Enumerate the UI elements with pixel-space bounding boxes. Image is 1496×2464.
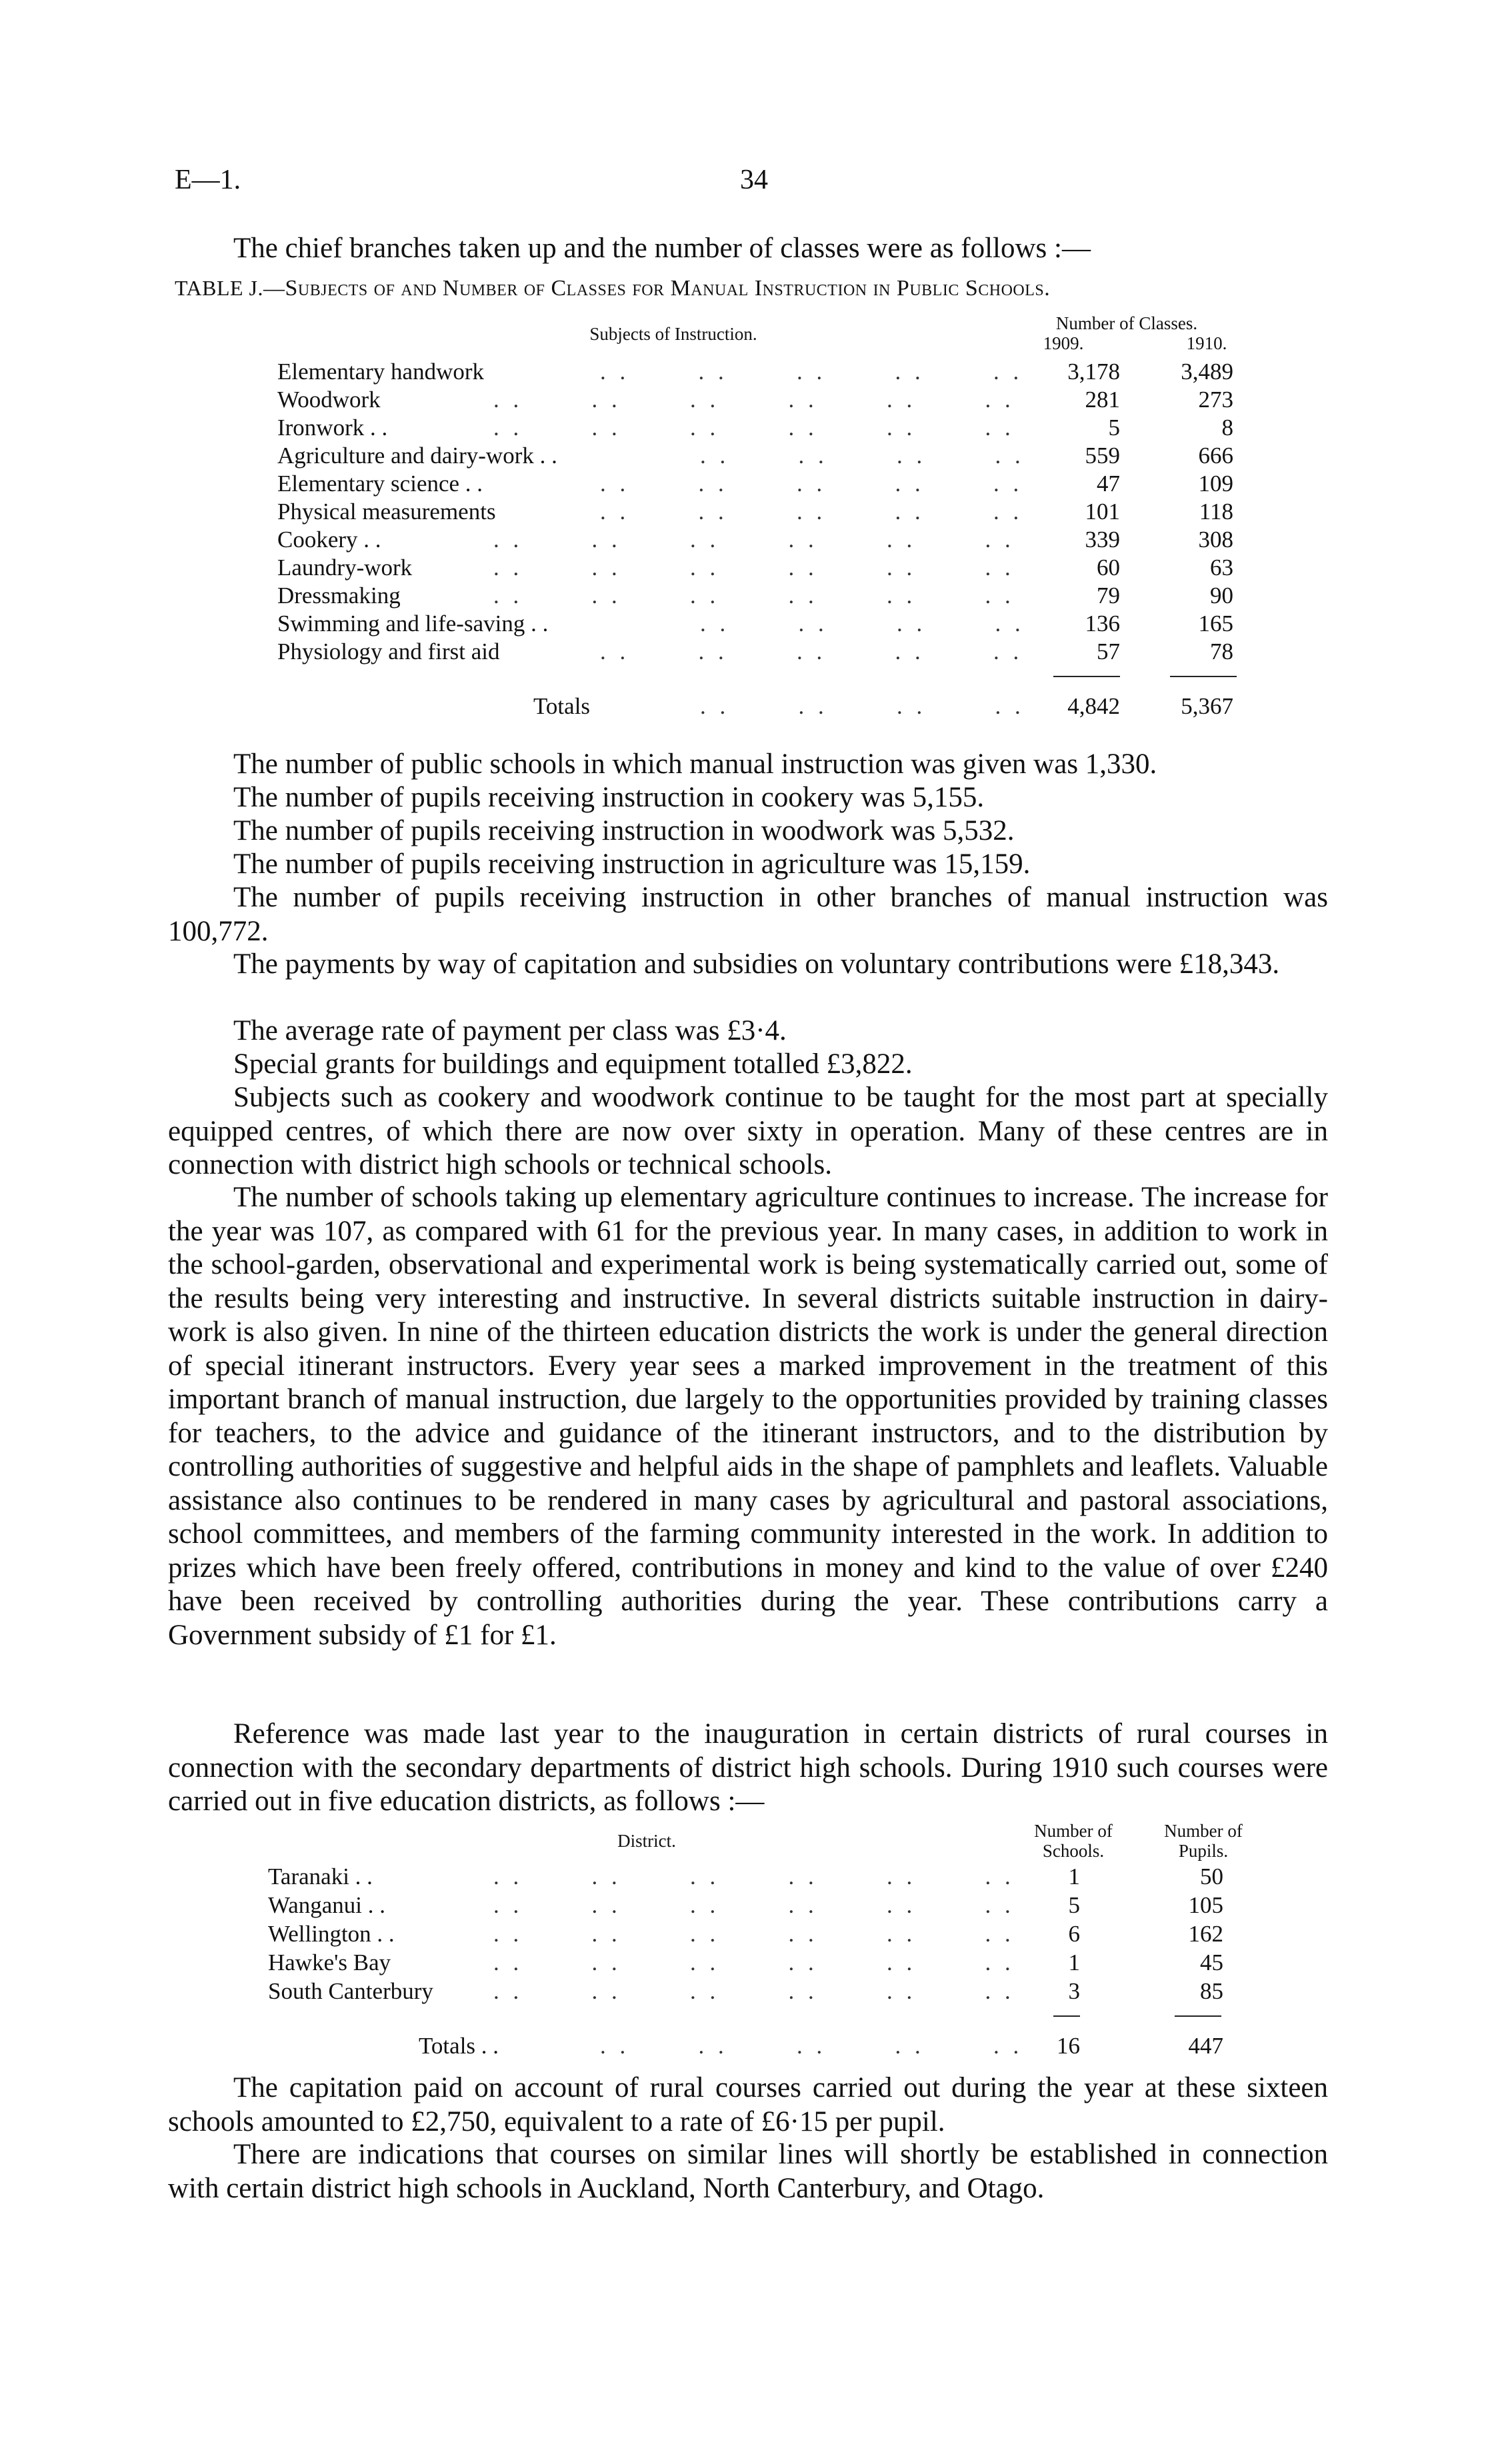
total-rule — [1053, 676, 1120, 677]
table-j-col-1909: 1909. — [1043, 333, 1084, 353]
paragraph: The number of pupils receiving instruction in other branches of manual instruction was 100,772. — [168, 882, 1328, 947]
paragraph: The capitation paid on account of rural courses carried out during the year at these sixteen schools amounted to £2,750, equivalent to a rate of £6·15 per pupil. — [168, 2072, 1328, 2137]
paragraph: There are indications that courses on similar lines will shortly be established in connection with certain district high schools in Auckland, North Canterbury, and Otago. — [168, 2139, 1328, 2204]
report-code: E—1. — [175, 165, 241, 195]
table-j-label: TABLE J.— — [175, 276, 285, 300]
table-j-col-1910: 1910. — [1186, 333, 1227, 353]
table-j-col-group: Number of Classes. — [1055, 313, 1198, 333]
districts-col-district: District. — [617, 1831, 676, 1851]
paragraph: The number of pupils receiving instruction in woodwork was 5,532. — [233, 815, 1015, 846]
paragraph: The number of pupils receiving instruction in agriculture was 15,159. — [233, 848, 1031, 880]
paragraph: The average rate of payment per class was £3·4. — [233, 1015, 787, 1046]
document-page: E—1. 34 The chief branches taken up and the number of classes were as follows :— TABLE J.—Subjects of and Number of Classes for Manual Instruction in Public Schools. Subjects of Instruction. Number of Classes. 1909. 1910. Elementary handwork . . . . . . . . . . 3,178 3,489 Woodwork . . . . . . . . . . . . 281 273 Ironwork . . . . . . . . . . . . . . 5 8 Agriculture and dairy-work . . . . . . . . . . 559 666 Elementary science . . . . . . . . . . . . 47 109 Physical measurements . . . . . . . . . . 101 118 Cookery . . . . . . . . . . . . . . 339 308 Laundry-work . . . . . . . . . . . . 60 63 Dressmaking . . . . . . . . . . . . 79 90 Swimming and life-saving . . . . . . . . . . 136 165 Physiology and first aid . . . . . . . . . . 57 78 Totals . . . . . . . . 4,842 5,367 The number of public schools in which manual instruction was given was 1,330. The number of pupils receiving instruction in cookery was 5,155. The number of pupils receiving instruction in woodwork was 5,532. The number of pupils receiving instruction in agriculture was 15,159. The number of pupils receiving instruction in other branches of manual instruction was 100,772. The payments by way of capitation and subsidies on voluntary contributions were £18,343. The average rate of payment per class was £3·4. Special grants for buildings and equipment totalled £3,822. Subjects such as cookery and woodwork continue to be taught for the most part at specially equipped centres, of which there are now over sixty in operation. Many of these centres are in connection with district high schools or technical schools. The number of schools taking up elementary agriculture continues to increase. The increase for the year was 107, as compared with 61 for the previous year. In many cases, in addition to work in the school-garden, observational and experimental work is being systematically carried out, some of the results being very interesting and instructive. In several districts suitable instruction in dairy-work is also given. In nine of the thirteen education districts the work is under the general direction of special itinerant instructors. Every year sees a marked improvement in the treatment of this important branch of manual instruction, due largely to the opportunities provided by training classes for teachers, to the advice and guidance of the itinerant instructors, and to the distribution by controlling authorities of suggestive and helpful aids in the shape of pamphlets and leaflets. Valuable assistance also continues to be rendered in many cases by agricultural and pastoral associations, school committees, and members of the farming community interested in the work. In addition to prizes which have been freely offered, contributions in money and kind to the value of over £240 have been received by controlling authorities during the year. These contributions carry a Government subsidy of £1 for £1. Reference was made last year to the inauguration in certain districts of rural courses in connection with the secondary departments of district high schools. During 1910 such courses were carried out in five education districts, as follows :— District. Number of Schools. Number of Pupils. Taranaki . . . . . . . . . . . . . . 1 50 Wanganui . . . . . . . . . . . . . . 5 105 Wellington . . . . . . . . . . . . . . 6 162 Hawke's Bay . . . . . . . . . . . . 1 45 South Canterbury . . . . . . . . . . . . 3 85 Totals . . . . . . . . . . . . 16 447 The capitation paid on account of rural courses carried out during the year at these sixteen schools amounted to £2,750, equivalent to a rate of £6·15 per pupil. There are indications that courses on similar lines will shortly be established in connection with certain district high schools in Auckland, North Canterbury, and Otago. — [0, 0, 1496, 2464]
page-number: 34 — [740, 165, 768, 195]
intro-paragraph — [168, 232, 1328, 266]
paragraph: The number of schools taking up elementary agriculture continues to increase. The increase for the year was 107, as compared with 61 for the previous year. In many cases, in addition to work in the school-garden, observational and experimental work is being systematically carried out, some of the results being very interesting and instructive. In several districts suitable instruction in dairy-work is also given. In nine of the thirteen education districts the work is under the general direction of special itinerant instructors. Every year sees a marked improvement in the treatment of this important branch of manual instruction, due largely to the opportunities provided by training classes for teachers, to the advice and guidance of the itinerant instructors, and to the distribution by controlling authorities of suggestive and helpful aids in the shape of pamphlets and leaflets. Valuable assistance also continues to be rendered in many cases by agricultural and pastoral associations, school committees, and members of the farming community interested in the work. In addition to prizes which have been freely offered, contributions in money and kind to the value of over £240 have been received by controlling authorities during the year. These contributions carry a Government subsidy of £1 for £1. — [168, 1182, 1328, 1651]
paragraph: The number of public schools in which manual instruction was given was 1,330. — [233, 748, 1157, 780]
paragraph: Subjects such as cookery and woodwork continue to be taught for the most part at specially equipped centres, of which there are now over sixty in operation. Many of these centres are in connection with district high schools or technical schools. — [168, 1082, 1328, 1180]
intro-text: The chief branches taken up and the number of classes were as follows :— — [233, 233, 1091, 264]
paragraph: The payments by way of capitation and subsidies on voluntary contributions were £18,343. — [233, 948, 1280, 980]
total-rule — [1053, 2015, 1080, 2017]
districts-col-pupils: Number of Pupils. — [1164, 1821, 1243, 1861]
table-j-caption: Subjects of and Number of Classes for Manual Instruction in Public Schools. — [285, 276, 1051, 301]
paragraph: Special grants for buildings and equipment totalled £3,822. — [233, 1048, 913, 1080]
paragraph: The number of pupils receiving instruction in cookery was 5,155. — [233, 782, 985, 813]
paragraph: Reference was made last year to the inauguration in certain districts of rural courses in connection with the secondary departments of district high schools. During 1910 such courses were carried out in five education districts, as follows :— — [168, 1718, 1328, 1817]
total-rule — [1175, 2015, 1221, 2017]
total-rule — [1170, 676, 1237, 677]
table-j-col-subject: Subjects of Instruction. — [589, 324, 757, 344]
table-j-title — [175, 276, 1050, 301]
districts-col-schools: Number of Schools. — [1034, 1821, 1113, 1861]
